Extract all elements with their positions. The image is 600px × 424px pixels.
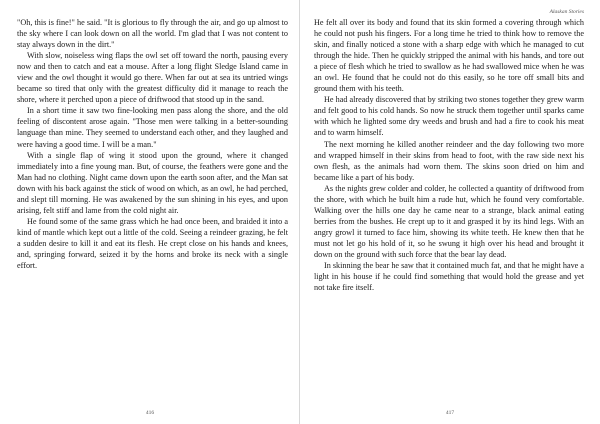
paragraph: With slow, noiseless wing flaps the owl set off toward the north, pausing every now and then to catch and eat a mouse. After a long flight Sledge Island came in view and the owl thought it would go there. When far out at sea its untried wings became so tired that only with the greatest difficulty did it manage to reach the shore, where it perched upon a piece of driftwood that stood up in the sand. — [17, 51, 288, 105]
right-page-body — [314, 17, 584, 293]
paragraph: In skinning the bear he saw that it contained much fat, and that he might have a light in his house if he could find something that would hold the grease and yet not take fire itself. — [314, 261, 584, 293]
paragraph: The next morning he killed another reindeer and the day following two more and wrapped himself in their skins from head to foot, with the raw side next his own flesh, as the animals had worn them. The skins soon dried on him and became like a part of his body. — [314, 139, 584, 182]
page-number-right: 417 — [445, 410, 455, 416]
page-number-left: 416 — [145, 410, 155, 416]
paragraph: He felt all over its body and found that its skin formed a covering through which he could not push his fingers. For a long time he tried to think how to remove the skin, and finally noticed a stone with a sharp edge with which he managed to cut through the hide. Then he quickly stripped the animal with his hands, and tore out a piece of flesh which he tried to swallow as he had swallowed mice when he was an owl. He found that he could not do this easily, so he tore off small bits and ground them with his teeth. — [314, 18, 584, 94]
left-page-body — [17, 17, 288, 271]
paragraph: "Oh, this is fine!" he said. "It is glorious to fly through the air, and go up almost to the sky where I can look down on all the world. I'm glad that I was not content to stay always down in the dirt." — [17, 18, 288, 50]
right-page — [300, 0, 600, 424]
paragraph: As the nights grew colder and colder, he collected a quantity of driftwood from the shore, with which he built him a rude hut, which he found very comfortable. Walking over the hills one day he came near to a strange, black animal eating berries from the bushes. He crept up to it and grasped it by its hind legs. With an angry growl it turned to face him, showing its white teeth. He knew then that he must not let go his hold of it, so he swung it high over his head and brought it down on the ground with such force that the bear lay dead. — [314, 183, 584, 259]
running-head-left — [17, 8, 288, 17]
paragraph: In a short time it saw two fine-looking men pass along the shore, and the old feeling of discontent arose again. "Those men were talking in a better-sounding language than mine. They seemed to understand each other, and they laughed and were having a good time. I will be a man." — [17, 106, 288, 149]
paragraph: He found some of the same grass which he had once been, and braided it into a kind of mantle which kept out a little of the cold. Seeing a reindeer grazing, he felt a sudden desire to kill it and eat its flesh. He crept close on his hands and knees, and, springing forward, seized it by the horns and broke its neck with a single effort. — [17, 216, 288, 271]
paragraph: With a single flap of wing it stood upon the ground, where it changed immediately into a fine young man. But, of course, the feathers were gone and the Man had no clothing. Night came down upon the earth soon after, and the Man sat down with his back against the stick of wood on which, as an owl, he had perched, and slept till morning. He was awakened by the sun shining in his eyes, and upon arising, felt stiff and lame from the cold night air. — [17, 150, 288, 215]
paragraph: He had already discovered that by striking two stones together they grew warm and felt good to his cold hands. So now he struck them together until sparks came with which he lighted some dry weeds and brush and had a fire to cook his meat and to warm himself. — [314, 95, 584, 138]
running-head-right: Alaskan Stories — [549, 9, 584, 15]
